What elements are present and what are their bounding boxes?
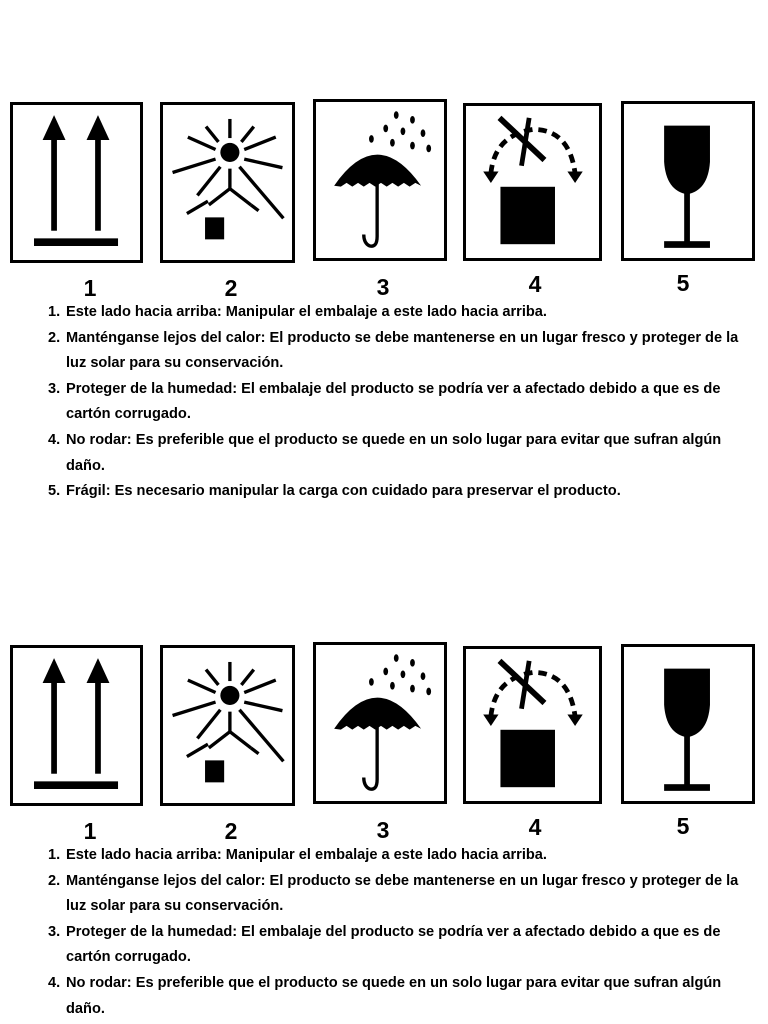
no-rolling-icon (466, 649, 599, 801)
list-item: 1. Este lado hacia arriba: Manipular el embalaje a este lado hacia arriba. (48, 847, 547, 863)
sun-icon (163, 105, 292, 260)
do-not-roll-symbol (463, 103, 602, 261)
symbol-number-1: 1 (83, 275, 97, 301)
symbol-number-5: 5 (676, 270, 690, 296)
wine-glass-icon (624, 647, 752, 801)
list-item: 2. Manténganse lejos del calor: El producto se debe mantenerse en un lugar fresco y proteger de la luz solar para su conservación. (48, 872, 739, 915)
symbol-number-4: 4 (528, 814, 542, 840)
symbol-number-2: 2 (224, 275, 238, 301)
up-arrows-icon (13, 648, 140, 803)
list-item: 4. No rodar: Es preferible que el producto se quede en un solo lugar para evitar que sufran algún daño. (48, 974, 722, 1017)
symbol-number-1: 1 (83, 818, 97, 844)
wine-glass-icon (624, 104, 752, 258)
sun-icon (163, 648, 292, 803)
keep-dry-symbol (313, 642, 447, 804)
symbol-number-2: 2 (224, 818, 238, 844)
keep-away-from-heat-symbol (160, 645, 295, 806)
symbol-descriptions-list (48, 843, 748, 1022)
list-item: 2. Manténganse lejos del calor: El producto se debe mantenerse en un lugar fresco y proteger de la luz solar para su conservación. (48, 329, 739, 372)
fragile-symbol (621, 101, 755, 261)
list-item: 4. No rodar: Es preferible que el producto se quede en un solo lugar para evitar que sufran algún daño. (48, 431, 722, 474)
list-item: 1. Este lado hacia arriba: Manipular el embalaje a este lado hacia arriba. (48, 304, 547, 320)
this-side-up-symbol (10, 645, 143, 806)
umbrella-icon (316, 102, 444, 258)
list-item: 5. Frágil: Es necesario manipular la carga con cuidado para preservar el producto. (48, 483, 621, 500)
symbol-number-4: 4 (528, 271, 542, 297)
this-side-up-symbol (10, 102, 143, 263)
fragile-symbol (621, 644, 755, 804)
list-item: 3. Proteger de la humedad: El embalaje del producto se podría ver a afectado debido a que es de cartón corrugado. (48, 923, 721, 966)
symbol-number-3: 3 (376, 274, 390, 300)
do-not-roll-symbol (463, 646, 602, 804)
no-rolling-icon (466, 106, 599, 258)
list-item: 3. Proteger de la humedad: El embalaje del producto se podría ver a afectado debido a que es de cartón corrugado. (48, 380, 721, 423)
keep-away-from-heat-symbol (160, 102, 295, 263)
keep-dry-symbol (313, 99, 447, 261)
symbol-number-3: 3 (376, 817, 390, 843)
up-arrows-icon (13, 105, 140, 260)
umbrella-icon (316, 645, 444, 801)
symbol-number-5: 5 (676, 813, 690, 839)
symbol-descriptions-list (48, 300, 748, 505)
